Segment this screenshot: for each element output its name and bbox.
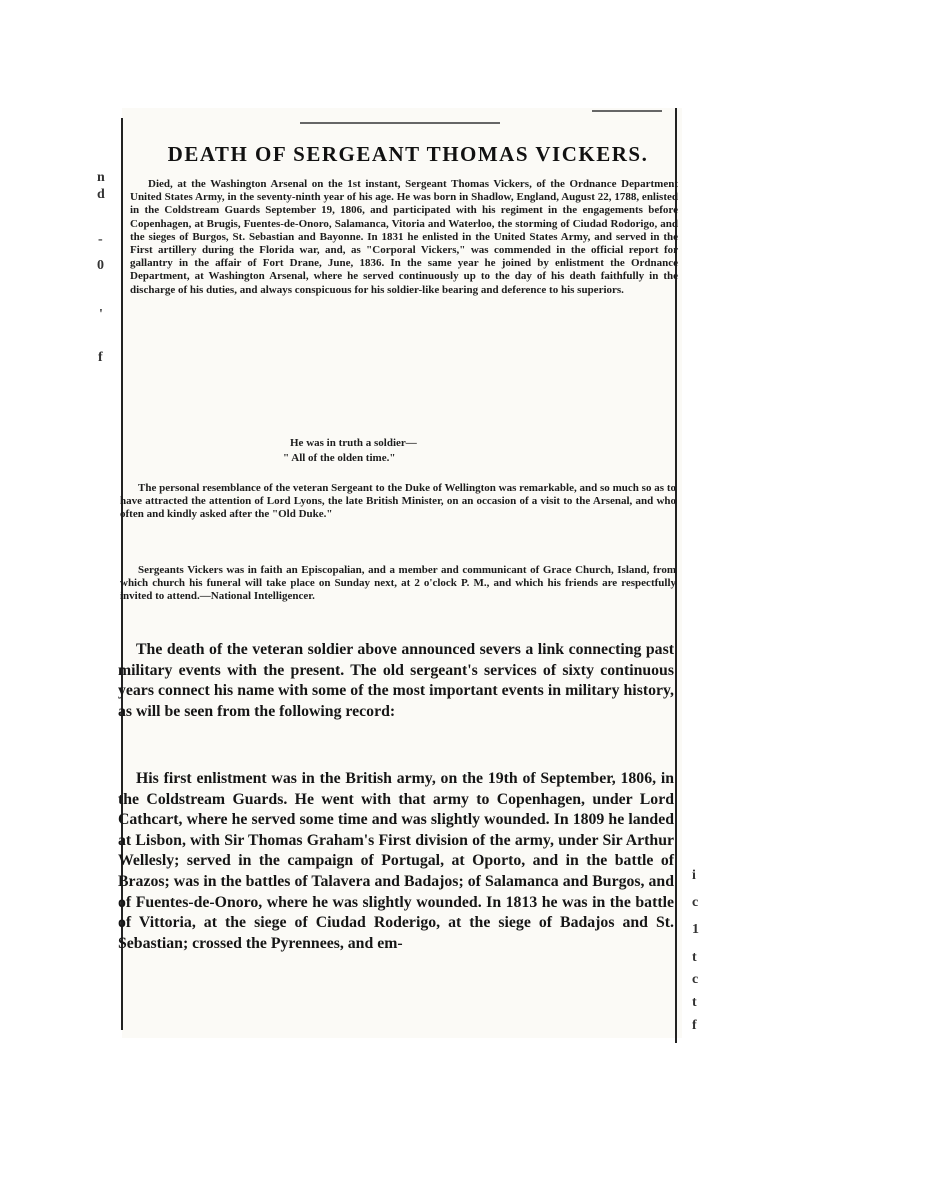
article-title: DEATH OF SERGEANT THOMAS VICKERS. (167, 142, 649, 166)
left-margin-letter: n (97, 170, 105, 185)
right-margin-letter: c (692, 895, 699, 910)
service-record-paragraph: His first enlistment was in the British army, on the 19th of September, 1806, in the Coldstream Guards. He went with that army to Copenhagen, under Lord Cathcart, where he served some time and was slightly wounded. In 1809 he landed at Lisbon, with Sir Thomas Graham's First division of the army, under Sir Arthur Wellesly; served in the campaign of Portugal, at Oporto, and in the battle of Brazos; was in the battles of Talavera and Badajos; of Salamanca and Burgos, and of Fuentes-de-Onoro, where he was slightly wounded. In 1813 he was in the battle of Vittoria, at the siege of Ciudad Roderigo, at the siege of Badajos and St. Sebastian; crossed the Pyrennees, and em- (118, 770, 674, 952)
commentary-paragraph: The death of the veteran soldier above announced severs a link connecting past military events with the present. The old sergeant's services of sixty continuous years connect his name with some of the most important events in military history, as will be seen from the following record: (118, 641, 674, 720)
obituary-paragraph: Died, at the Washington Arsenal on the 1st instant, Sergeant Thomas Vickers, of the Ordnance Department United States Army, in the seventy-ninth year of his age. He was born in Shadlow, England, August 22, 1788, enlisted in the Coldstream Guards September 19, 1806, and participated with his regiment in the engagements before Copenhagen, at Brugis, Fuentes-de-Onoro, Salamanca, Vitoria and Waterloo, the storming of Ciudad Rodorigo, and the sieges of Burgos, St. Sebastian and Bayonne. In 1831 he enlisted in the United States Army, and served in the First artillery during the Florida war, and, as "Corporal Vickers," was commended in the official report for gallantry in the affair of Fort Drane, June, 1836. In the same year he joined by enlistment the Ordnance Department, at Washington Arsenal, where he served continuously up to the day of his death faithfully in the discharge of his duties, and always conspicuous for his soldier-like bearing and deference to his superiors. (130, 178, 678, 296)
right-margin-letter: i (692, 868, 696, 883)
verse-line-1: He was in truth a soldier— (290, 437, 417, 449)
right-margin-letter: f (692, 1018, 697, 1033)
left-margin-letter: - (98, 232, 103, 247)
right-margin-letter: t (692, 995, 697, 1010)
resemblance-paragraph: The personal resemblance of the veteran Sergeant to the Duke of Wellington was remarkable, and so much so as to have attracted the attention of Lord Lyons, the late British Minister, on an occasion of a visit to the Arsenal, and who often and kindly asked after the "Old Duke." (120, 482, 676, 521)
funeral-paragraph: Sergeants Vickers was in faith an Episcopalian, and a member and communicant of Grace Church, Island, from which church his funeral will take place on Sunday next, at 2 o'clock P. M., and which his friends are respectfully invited to attend.—National Intelligencer. (120, 564, 676, 603)
left-margin-letter: 0 (97, 258, 104, 273)
right-margin-letter: t (692, 950, 697, 965)
left-margin-letter: f (98, 350, 103, 365)
right-margin-letter: 1 (692, 922, 699, 937)
left-margin-letter: ' (99, 307, 103, 322)
left-margin-letter: d (97, 187, 105, 202)
verse-line-2: " All of the olden time." (283, 452, 396, 464)
right-margin-letter: c (692, 972, 699, 987)
header-rule-right (592, 110, 662, 112)
header-rule (300, 122, 500, 124)
